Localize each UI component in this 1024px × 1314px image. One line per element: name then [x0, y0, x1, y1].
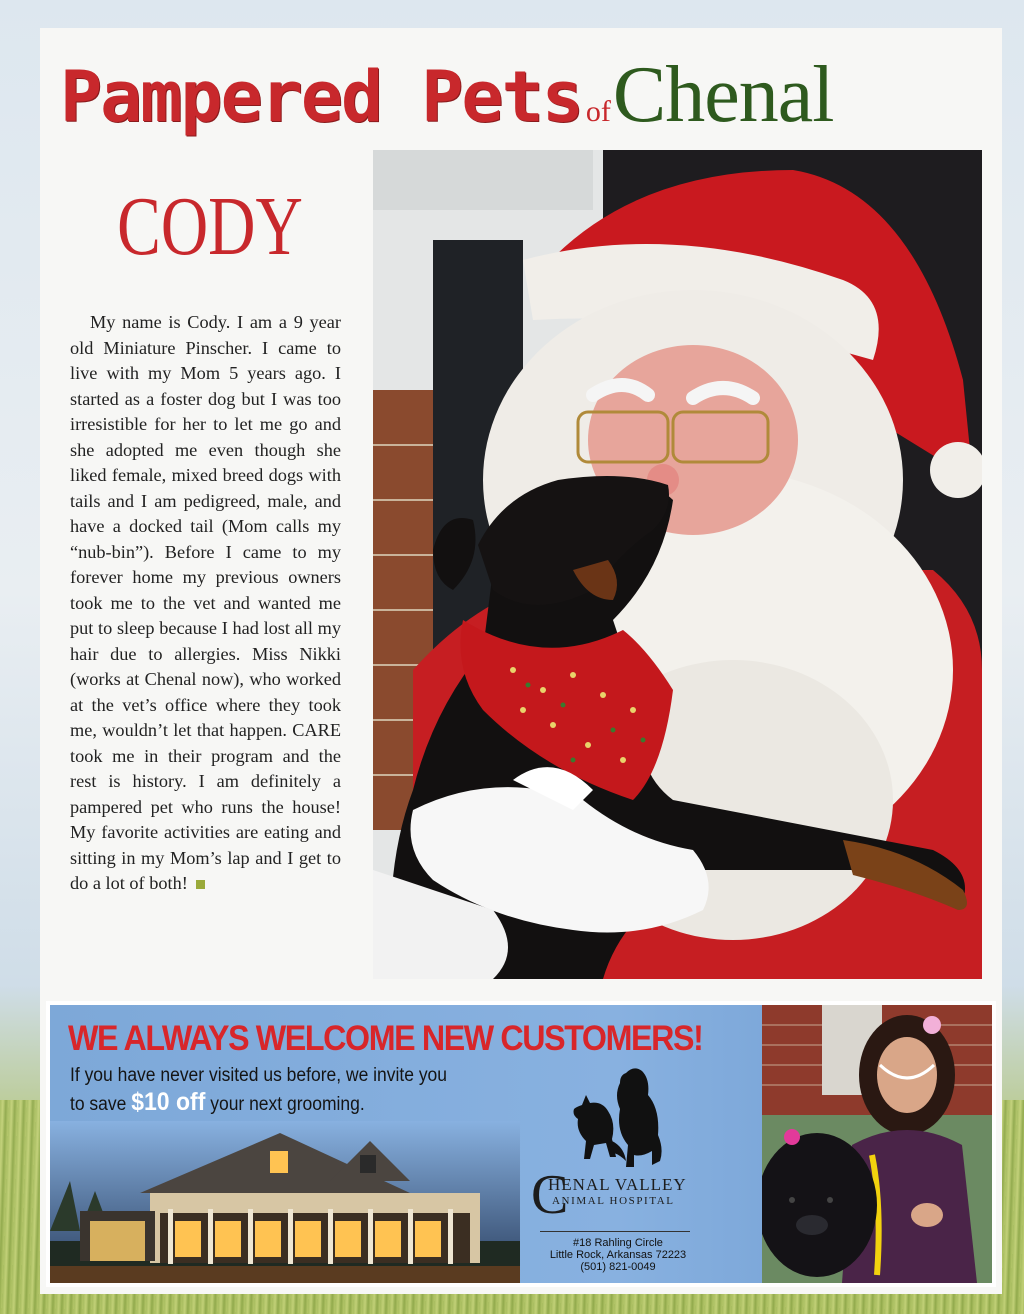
clinic-name-block	[528, 1175, 708, 1207]
story-column	[70, 310, 341, 897]
ad-sub-line1: If you have never visited us before, we invite you	[70, 1065, 447, 1086]
ad-sub-line2	[70, 1089, 493, 1118]
magazine-page	[40, 28, 1002, 1294]
clinic-divider	[540, 1231, 690, 1232]
address-line-2: Little Rock, Arkansas 72223	[549, 1249, 687, 1261]
pet-name-heading: CODY	[117, 180, 303, 273]
masthead	[60, 50, 980, 140]
ad-sub-prefix: to save	[70, 1094, 127, 1115]
cat-dog-logo-icon	[568, 1065, 668, 1173]
masthead-place: Chenal	[612, 51, 834, 139]
end-mark-icon	[196, 880, 205, 889]
clinic-name: HENAL VALLEY	[548, 1175, 687, 1194]
ad-subtext	[70, 1063, 493, 1118]
santa-dog-photo	[373, 150, 982, 979]
clinic-building-photo	[50, 1121, 520, 1283]
clinic-address	[528, 1237, 708, 1273]
ad-panel	[50, 1005, 992, 1283]
masthead-title: Pampered Pets	[60, 56, 582, 138]
staff-with-chow-photo	[762, 1005, 992, 1283]
clinic-advertisement	[46, 1001, 996, 1287]
story-text: My name is Cody. I am a 9 year old Miniature Pinscher. I came to live with my Mom 5 years ago. I started as a foster dog but I was too irresistible for her to let me go and she adopted me even though she liked female, mixed breed dogs with tails and I am pedigreed, male, and have a docked tail (Mom calls my “nub-bin”). Before I came to my forever home my previous owners took me to the vet and wanted me put to sleep because I had lost all my hair due to allergies. Miss Nikki (works at Chenal now), who worked at the vet’s office where they took me, wouldn’t let that happen. CARE took me in their program and the rest is history. I am definitely a pampered pet who runs the house! My favorite activities are eating and sitting in my Mom’s lap and I get to do a lot of both!	[70, 312, 341, 893]
ad-headline: WE ALWAYS WELCOME NEW CUSTOMERS!	[68, 1019, 703, 1058]
clinic-subtitle: ANIMAL HOSPITAL	[552, 1195, 675, 1207]
masthead-of: of	[585, 95, 611, 128]
address-line-1: #18 Rahling Circle	[573, 1237, 663, 1249]
clinic-phone: (501) 821-0049	[580, 1261, 656, 1273]
ad-offer: $10 off	[131, 1088, 206, 1116]
ad-sub-suffix: your next grooming.	[210, 1094, 365, 1115]
clinic-logo-initial: C	[531, 1164, 569, 1226]
